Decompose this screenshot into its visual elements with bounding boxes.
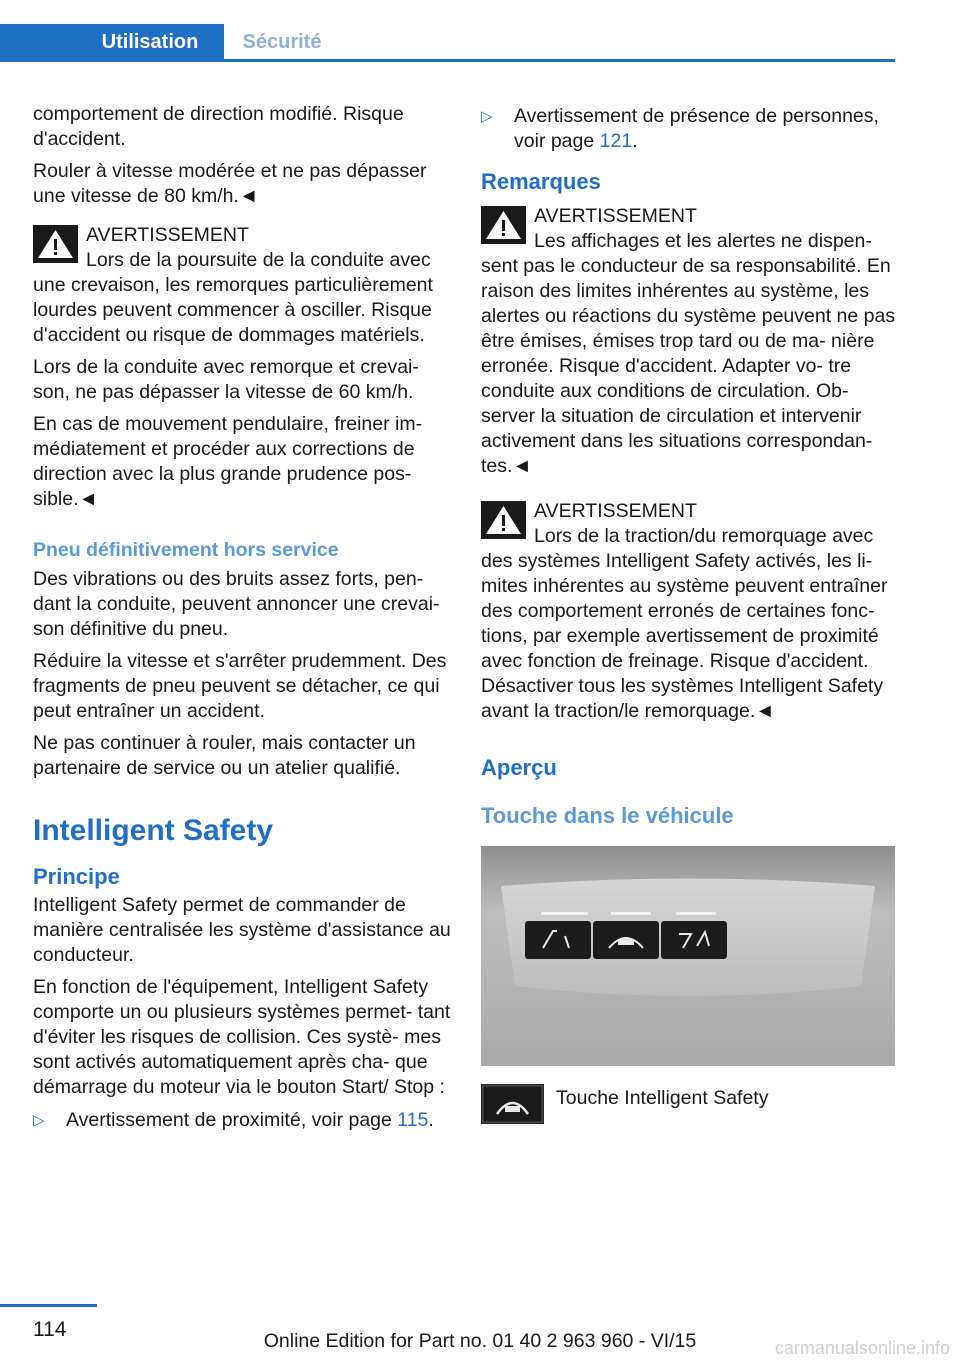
triangle-bullet-icon: ▷ bbox=[33, 1112, 45, 1129]
header-rule bbox=[0, 59, 895, 62]
left-column bbox=[33, 102, 451, 1140]
caption-text: Touche Intelligent Safety bbox=[556, 1087, 769, 1109]
warning-icon bbox=[481, 206, 526, 244]
list-item bbox=[33, 1108, 451, 1133]
warning-text: Lors de la traction/du remorquage avec des systèmes Intelligent Safety activés, les li‐ mites inhérentes au système peuvent entraîner des comportement erronés de certaines fonc‐ tions, par exemple avertissement de proximité avec fonction de freinage. Risque d'accident. Désactiver tous les systèmes Intelligent Safety avant la traction/le remorquage.◄ bbox=[481, 525, 888, 722]
list-item-text: Avertissement de présence de personnes, voir page 121. bbox=[514, 105, 879, 152]
subheading: Pneu définitivement hors service bbox=[33, 539, 339, 561]
paragraph: Rouler à vitesse modérée et ne pas dépasser une vitesse de 80 km/h.◄ bbox=[33, 160, 427, 207]
paragraph: En fonction de l'équipement, Intelligent Safety comporte un ou plusieurs systèmes permet‐ tant d'éviter les risques de collision. Ces systè‐ mes sont activés automatiquement après cha‐ que démarrage du moteur via le bouton Start/ Stop : bbox=[33, 976, 451, 1098]
intelligent-safety-button-icon bbox=[481, 1084, 544, 1124]
warning-icon bbox=[481, 501, 526, 539]
warning-title: AVERTISSEMENT bbox=[534, 205, 697, 227]
warning-title: AVERTISSEMENT bbox=[86, 224, 249, 246]
list-item bbox=[481, 104, 899, 154]
page-number: 114 bbox=[33, 1318, 67, 1341]
paragraph: comportement de direction modifié. Risque d'accident. bbox=[33, 103, 404, 150]
paragraph: Intelligent Safety permet de commander de manière centralisée les système d'assistance au conducteur. bbox=[33, 894, 451, 966]
subsection-title: Aperçu bbox=[481, 755, 557, 780]
page-link[interactable]: 115 bbox=[397, 1109, 429, 1131]
warning-block bbox=[481, 204, 899, 479]
edition-text: Online Edition for Part no. 01 40 2 963 960 - VI/15 bbox=[263, 1330, 697, 1352]
subsection-title: Remarques bbox=[481, 169, 601, 194]
subsection-title: Principe bbox=[33, 864, 120, 889]
paragraph: Ne pas continuer à rouler, mais contacter un partenaire de service ou un atelier qualifié. bbox=[33, 732, 416, 779]
tab-securite[interactable]: Sécurité bbox=[242, 30, 322, 53]
warning-text: Les affichages et les alertes ne dispen‐ sent pas le conducteur de sa responsabilité. En raison des limites inhérentes au système, les alertes ou réactions du système peuvent ne pas être émises, émises trop tard ou de ma‐ nière erronée. Risque d'accident. Adapter vo‐ tre conduite aux conditions de circulation. Ob‐ server la situation de circulation et intervenir activement dans les situations correspondan‐ tes.◄ bbox=[481, 230, 896, 477]
warning-block bbox=[33, 223, 451, 348]
paragraph: Lors de la conduite avec remorque et crevai‐ son, ne pas dépasser la vitesse de 60 km/h. bbox=[33, 356, 419, 403]
warning-icon bbox=[33, 225, 78, 263]
paragraph: Réduire la vitesse et s'arrêter prudemment. Des fragments de pneu peuvent se détacher, ce qui peut entraîner un accident. bbox=[33, 650, 447, 722]
vehicle-buttons-photo bbox=[481, 846, 895, 1066]
paragraph: Des vibrations ou des bruits assez forts, pen‐ dant la conduite, peuvent annoncer une crevai‐ son définitive du pneu. bbox=[33, 568, 440, 640]
watermark: carmanualsonline.info bbox=[774, 1338, 950, 1358]
warning-block bbox=[481, 499, 899, 724]
warning-text: Lors de la poursuite de la conduite avec une crevaison, les remorques particulièrement lourdes peuvent commencer à osciller. Risque d'accident ou risque de dommages matériels. bbox=[33, 249, 433, 346]
right-column bbox=[481, 102, 899, 1124]
section-title: Intelligent Safety bbox=[33, 814, 274, 847]
warning-title: AVERTISSEMENT bbox=[534, 500, 697, 522]
figure-caption bbox=[481, 1084, 899, 1124]
tab-utilisation[interactable]: Utilisation bbox=[0, 24, 224, 60]
subheading: Touche dans le véhicule bbox=[481, 803, 734, 828]
page-link[interactable]: 121 bbox=[599, 130, 633, 152]
triangle-bullet-icon: ▷ bbox=[481, 108, 493, 125]
list-item-text: Avertissement de proximité, voir page 115. bbox=[66, 1109, 434, 1131]
footer-rule bbox=[0, 1304, 97, 1307]
header-tabbar bbox=[0, 0, 960, 62]
paragraph: En cas de mouvement pendulaire, freiner im‐ médiatement et procéder aux corrections de direction avec la plus grande prudence pos‐ sible.◄ bbox=[33, 413, 423, 510]
